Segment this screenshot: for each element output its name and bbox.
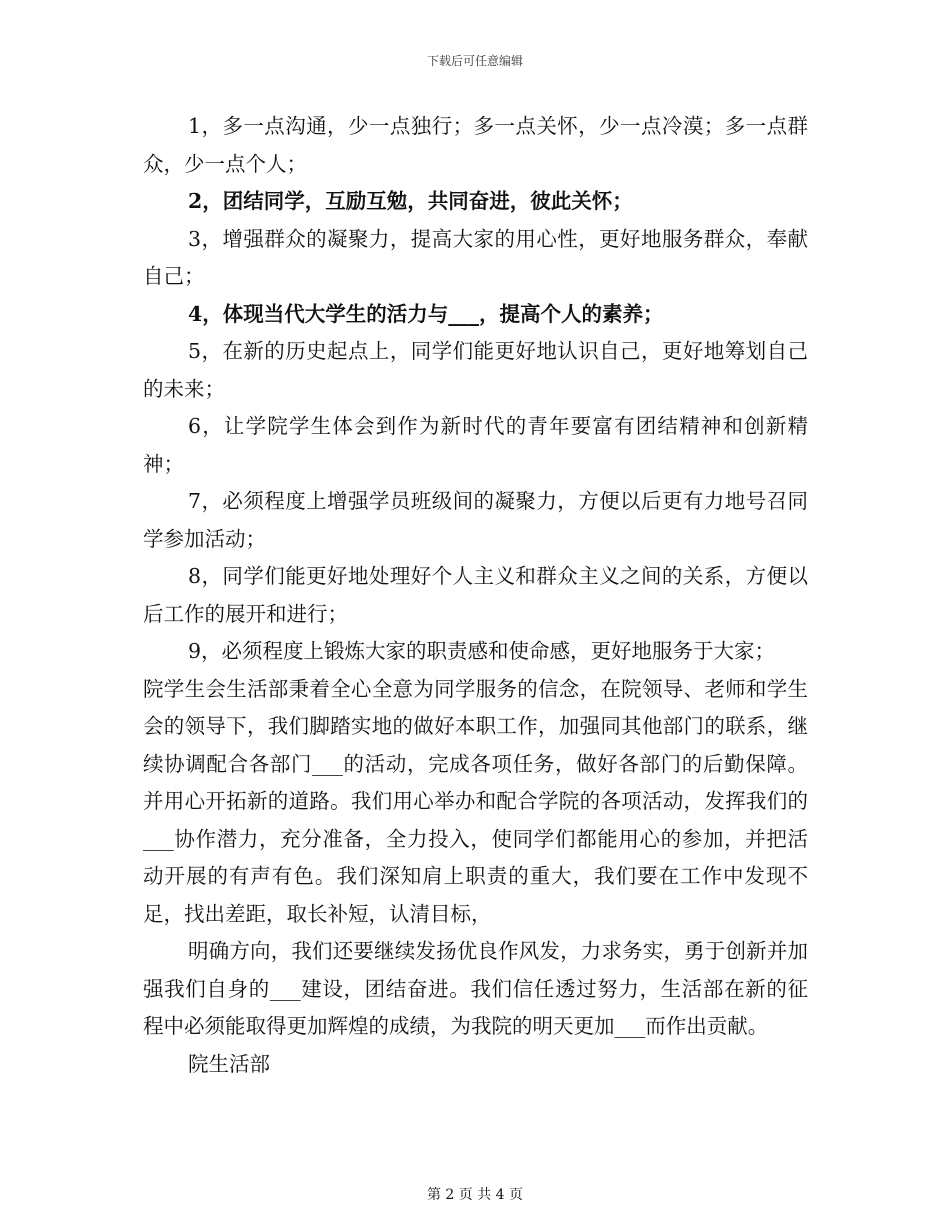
paragraph-4: 4，体现当代大学生的活力与___，提高个人的素养；	[188, 301, 664, 326]
paragraph-6: 6，让学院学生体会到作为新时代的青年要富有团结精神和创新精神；	[143, 414, 808, 476]
paragraph-2: 2，团结同学，互励互勉，共同奋进，彼此关怀；	[188, 189, 633, 213]
paragraph-conclusion: 明确方向，我们还要继续发扬优良作风发，力求务实，勇于创新并加强我们自身的___建设，团结奋进。我们信任透过努力，生活部在新的征程中必须能取得更加辉煌的成绩，为我院的明天更加___而作出贡献。	[143, 939, 808, 1038]
signature-department: 院生活部	[188, 1051, 270, 1076]
paragraph-8: 8，同学们能更好地处理好个人主义和群众主义之间的关系，方便以后工作的展开和进行；	[143, 564, 808, 626]
page-header-note: 下载后可任意编辑	[426, 54, 523, 68]
paragraph-5: 5，在新的历史起点上，同学们能更好地认识自己，更好地筹划自己的未来；	[143, 339, 808, 401]
paragraph-3: 3，增强群众的凝聚力，提高大家的用心性，更好地服务群众，奉献自己；	[143, 226, 808, 288]
document-body	[143, 108, 808, 1083]
paragraph-1: 1，多一点沟通，少一点独行；多一点关怀，少一点冷漠；多一点群众，少一点个人；	[143, 114, 808, 176]
page-footer-number: 第 2 页 共 4 页	[426, 1187, 524, 1203]
paragraph-9: 9，必须程度上锻炼大家的职责感和使命感，更好地服务于大家；	[188, 639, 776, 663]
paragraph-7: 7，必须程度上增强学员班级间的凝聚力，方便以后更有力地号召同学参加活动；	[143, 489, 808, 551]
paragraph-summary: 院学生会生活部秉着全心全意为同学服务的信念，在院领导、老师和学生会的领导下，我们脚踏实地的做好本职工作，加强同其他部门的联系，继续协调配合各部门___的活动，完成各项任务，做好各部门的后勤保障。并用心开拓新的道路。我们用心举办和配合学院的各项活动，发挥我们的___协作潜力，充分准备，全力投入，使同学们都能用心的参加，并把活动开展的有声有色。我们深知肩上职责的重大，我们要在工作中发现不足，找出差距，取长补短，认清目标，	[143, 676, 808, 926]
